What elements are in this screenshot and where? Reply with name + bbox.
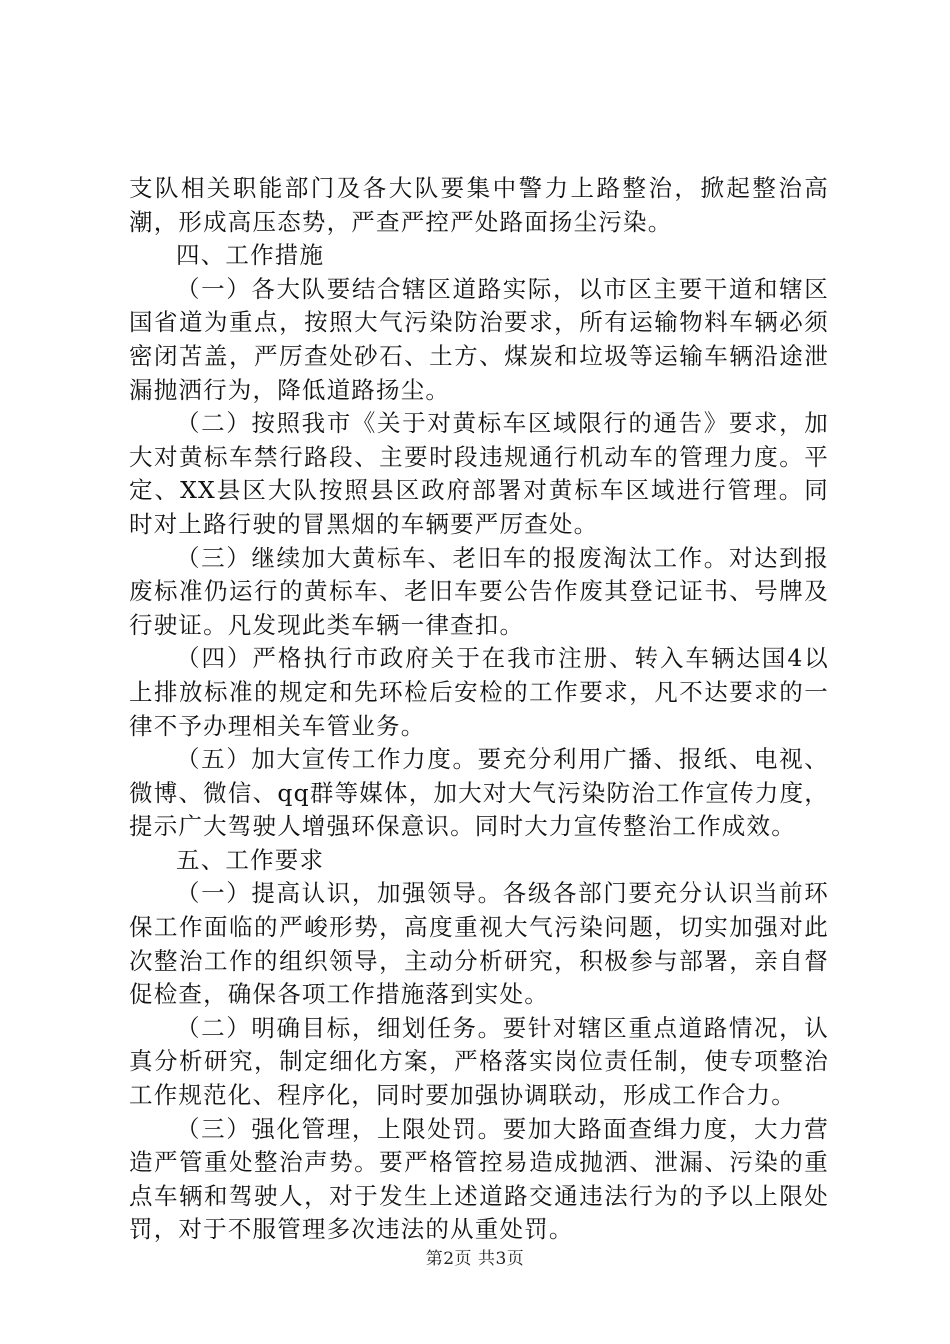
- paragraph: （五）加大宣传工作力度。要充分利用广播、报纸、电视、微博、微信、qq群等媒体，加大对大气污染防治工作宣传力度，提示广大驾驶人增强环保意识。同时大力宣传整治工作成效。: [129, 745, 829, 841]
- paragraph: （二）按照我市《关于对黄标车区域限行的通告》要求，加大对黄标车禁行路段、主要时段违规通行机动车的管理力度。平定、XX县区大队按照县区政府部署对黄标车区域进行管理。同时对上路行驶的冒黑烟的车辆要严厉查处。: [129, 409, 829, 538]
- paragraph: （三）继续加大黄标车、老旧车的报废淘汰工作。对达到报废标准仍运行的黄标车、老旧车要公告作废其登记证书、号牌及行驶证。凡发现此类车辆一律查扣。: [129, 543, 829, 639]
- paragraph: （三）强化管理，上限处罚。要加大路面查缉力度，大力营造严管重处整治声势。要严格管控易造成抛洒、泄漏、污染的重点车辆和驾驶人，对于发生上述道路交通违法行为的予以上限处罚，对于不服管理多次违法的从重处罚。: [129, 1114, 829, 1244]
- page-number-footer: 第2页 共3页: [425, 1249, 525, 1269]
- document-body: [129, 172, 829, 1247]
- paragraph: （四）严格执行市政府关于在我市注册、转入车辆达国4以上排放标准的规定和先环检后安检的工作要求，凡不达要求的一律不予办理相关车管业务。: [129, 644, 829, 740]
- paragraph: 支队相关职能部门及各大队要集中警力上路整治，掀起整治高潮，形成高压态势，严查严控严处路面扬尘污染。: [129, 174, 829, 236]
- paragraph: （二）明确目标，细划任务。要针对辖区重点道路情况，认真分析研究，制定细化方案，严格落实岗位责任制，使专项整治工作规范化、程序化，同时要加强协调联动，形成工作合力。: [129, 1013, 829, 1110]
- paragraph: （一）各大队要结合辖区道路实际，以市区主要干道和辖区国省道为重点，按照大气污染防治要求，所有运输物料车辆必须密闭苫盖，严厉查处砂石、土方、煤炭和垃圾等运输车辆沿途泄漏抛洒行为，降低道路扬尘。: [129, 274, 829, 404]
- section-heading: 四、工作措施: [176, 241, 325, 270]
- section-heading: 五、工作要求: [176, 845, 325, 874]
- paragraph: （一）提高认识，加强领导。各级各部门要充分认识当前环保工作面临的严峻形势，高度重视大气污染问题，切实加强对此次整治工作的组织领导，主动分析研究，积极参与部署，亲自督促检查，确保各项工作措施落到实处。: [129, 879, 829, 1009]
